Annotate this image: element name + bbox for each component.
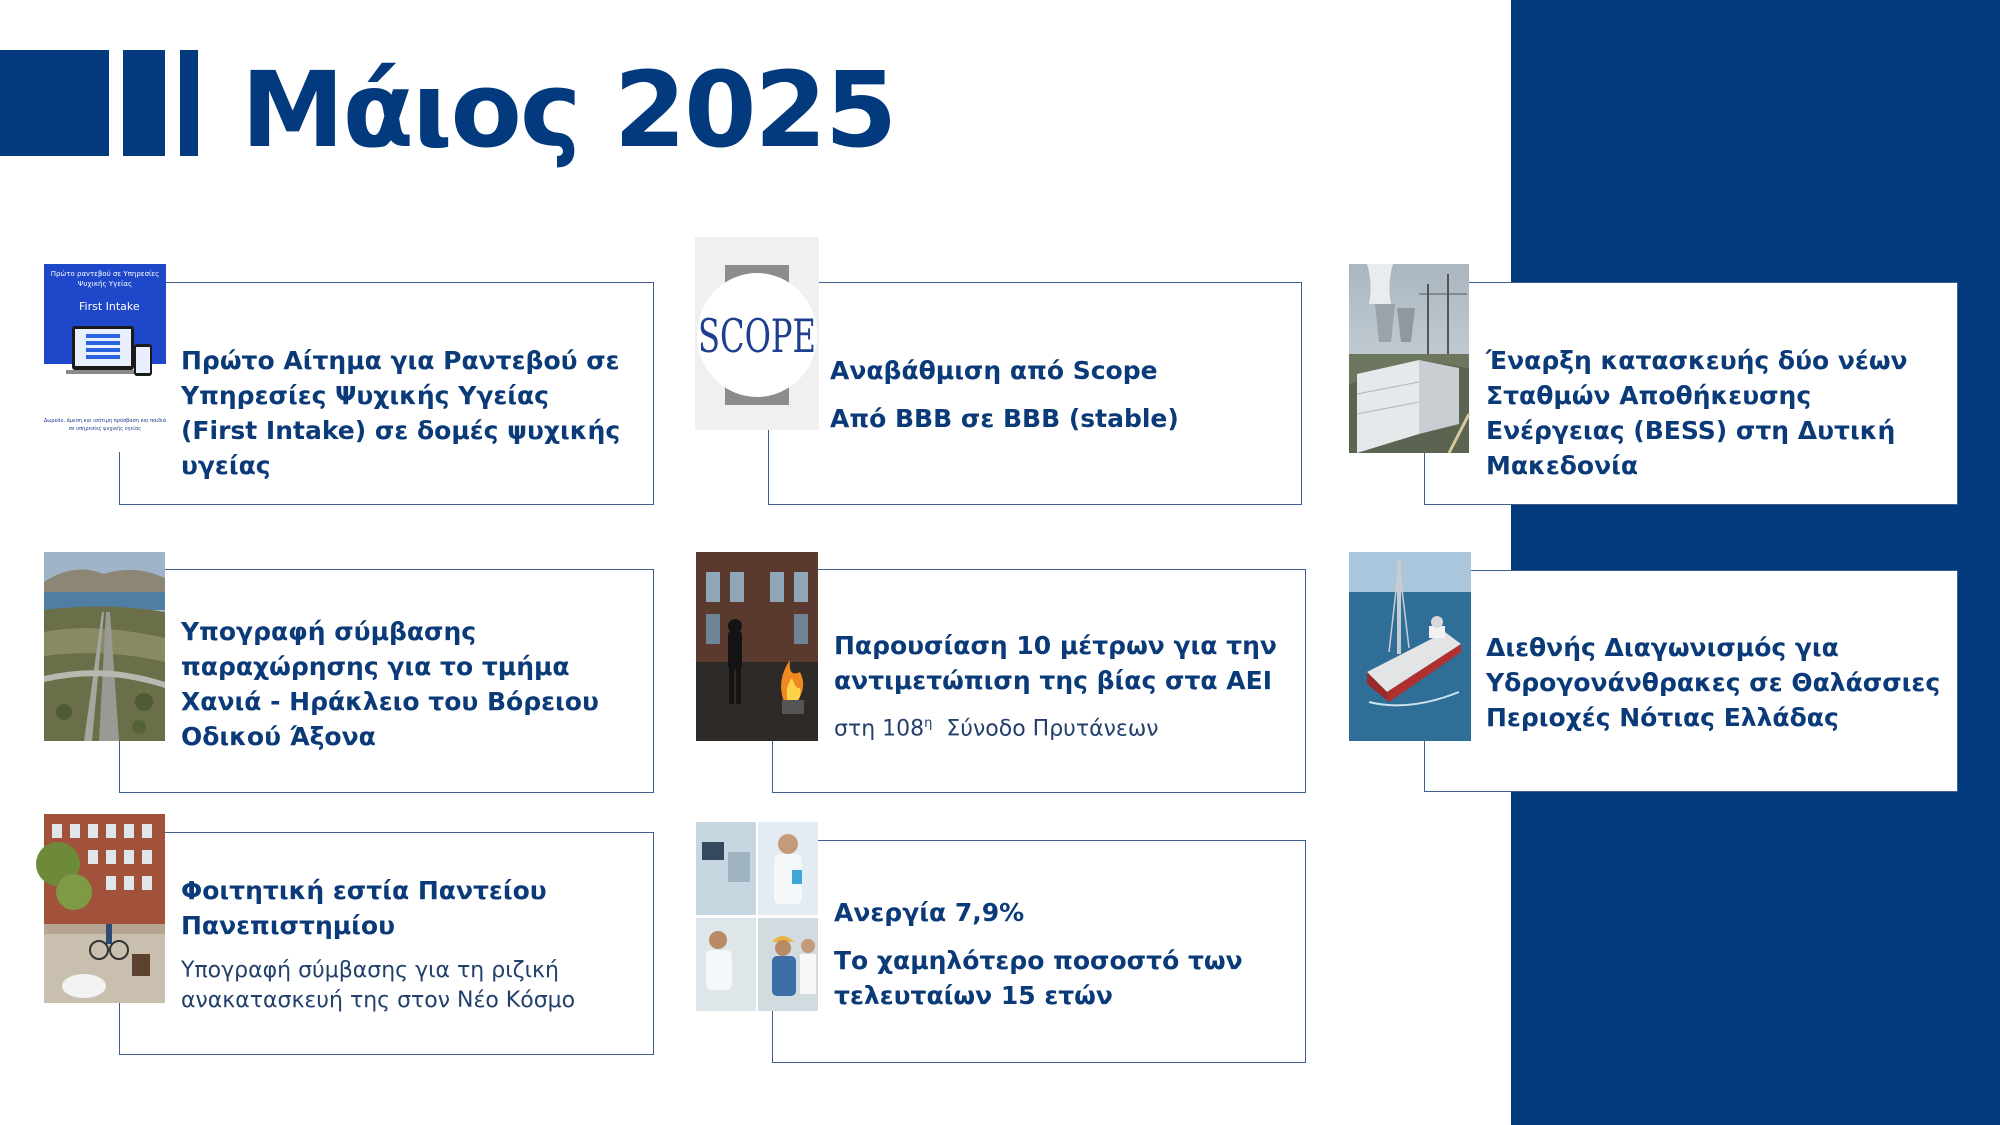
power-plant-photo — [1349, 264, 1469, 453]
news-card-scope — [768, 282, 1302, 505]
campus-fire-photo — [696, 552, 818, 741]
violence-subtitle-superscript: η — [924, 716, 933, 731]
first-intake-title: Πρώτο Αίτημα για Ραντεβού σε Υπηρεσίες Ψυχικής Υγείας (First Intake) σε δομές ψυχικής υγείας — [181, 346, 621, 480]
road-title: Υπογραφή σύμβασης παραχώρησης για το τμήμα Χανιά - Ηράκλειο του Βόρειου Οδικού Άξονα — [181, 617, 599, 751]
news-card-dorm — [119, 832, 654, 1055]
scope-subtitle: Από BBB σε BBB (stable) — [830, 404, 1179, 433]
page-title: Μάιος 2025 — [241, 49, 896, 171]
thumb-footer-line1: Δωρεάν, άμεση και ισότιμη πρόσβαση και παιδιά — [43, 418, 167, 424]
scope-title: Αναβάθμιση από Scope — [830, 356, 1158, 385]
violence-title: Παρουσίαση 10 μέτρων για την αντιμετώπιση της βίας στα ΑΕΙ — [834, 631, 1277, 695]
right-brand-panel — [1511, 0, 2000, 1125]
unemployment-title: Ανεργία 7,9% — [834, 898, 1025, 927]
violence-subtitle — [834, 709, 1294, 744]
student-residence-photo — [44, 814, 165, 1003]
bess-title: Έναρξη κατασκευής δύο νέων Σταθμών Αποθήκευσης Ενέργειας (BESS) στη Δυτική Μακεδονία — [1486, 346, 1908, 480]
thumb-label: First Intake — [79, 300, 140, 313]
scope-logo-text: SCOPE — [698, 309, 816, 363]
header-bar-medium — [123, 50, 165, 156]
dorm-subtitle: Υπογραφή σύμβασης για τη ριζική ανακατασκευή της στον Νέο Κόσμο — [181, 958, 576, 1013]
violence-subtitle-prefix: στη 108 — [834, 716, 925, 742]
scope-logo — [695, 237, 819, 430]
thumb-heading-line2: Ψυχικής Υγείας — [77, 280, 133, 288]
header-bar-thin — [180, 50, 198, 156]
header-bar-wide — [0, 50, 109, 156]
violence-subtitle-rest: Σύνοδο Πρυτάνεων — [932, 716, 1159, 742]
thumb-heading-line1: Πρώτο ραντεβού σε Υπηρεσίες — [50, 270, 160, 278]
thumb-footer-line2: σε υπηρεσίες ψυχικής υγείας — [68, 426, 142, 432]
workers-collage-photo — [696, 822, 818, 1011]
highway-photo — [44, 552, 165, 741]
dorm-title: Φοιτητική εστία Παντείου Πανεπιστημίου — [181, 876, 547, 940]
unemployment-subtitle: Το χαμηλότερο ποσοστό των τελευταίων 15 ετών — [834, 946, 1243, 1010]
drill-ship-photo — [1349, 552, 1471, 741]
hydrocarbons-title: Διεθνής Διαγωνισμός για Υδρογονάνθρακες σε Θαλάσσιες Περιοχές Νότιας Ελλάδας — [1486, 633, 1941, 732]
mental-health-app-thumbnail — [44, 264, 166, 452]
